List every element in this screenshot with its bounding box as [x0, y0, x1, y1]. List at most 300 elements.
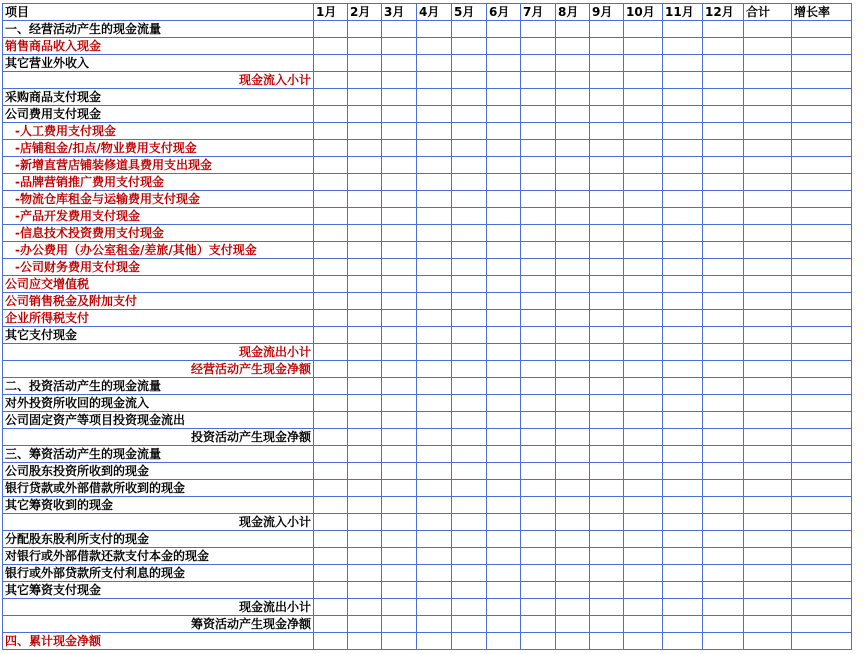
data-cell[interactable] [624, 378, 663, 395]
data-cell[interactable] [521, 514, 556, 531]
data-cell[interactable] [590, 344, 624, 361]
data-cell[interactable] [703, 616, 744, 633]
data-cell[interactable] [487, 259, 521, 276]
data-cell[interactable] [452, 412, 487, 429]
data-cell[interactable] [348, 344, 382, 361]
data-cell[interactable] [521, 531, 556, 548]
data-cell[interactable] [521, 548, 556, 565]
data-cell[interactable] [556, 582, 590, 599]
data-cell[interactable] [314, 429, 348, 446]
data-cell[interactable] [624, 616, 663, 633]
data-cell[interactable] [624, 38, 663, 55]
data-cell[interactable] [590, 327, 624, 344]
data-cell[interactable] [314, 259, 348, 276]
data-cell[interactable] [521, 565, 556, 582]
data-cell[interactable] [417, 565, 452, 582]
data-cell[interactable] [663, 497, 703, 514]
row-label[interactable]: 现金流入小计 [3, 514, 314, 531]
data-cell[interactable] [487, 208, 521, 225]
data-cell[interactable] [521, 21, 556, 38]
data-cell[interactable] [792, 463, 852, 480]
data-cell[interactable] [703, 565, 744, 582]
data-cell[interactable] [663, 599, 703, 616]
data-cell[interactable] [382, 344, 417, 361]
data-cell[interactable] [382, 55, 417, 72]
data-cell[interactable] [452, 123, 487, 140]
data-cell[interactable] [348, 157, 382, 174]
data-cell[interactable] [744, 463, 792, 480]
data-cell[interactable] [521, 208, 556, 225]
data-cell[interactable] [382, 106, 417, 123]
data-cell[interactable] [590, 293, 624, 310]
data-cell[interactable] [590, 378, 624, 395]
data-cell[interactable] [521, 361, 556, 378]
row-label[interactable]: 其它筹资支付现金 [3, 582, 314, 599]
data-cell[interactable] [417, 174, 452, 191]
data-cell[interactable] [382, 174, 417, 191]
data-cell[interactable] [624, 412, 663, 429]
data-cell[interactable] [624, 191, 663, 208]
data-cell[interactable] [590, 633, 624, 650]
data-cell[interactable] [417, 582, 452, 599]
data-cell[interactable] [417, 429, 452, 446]
data-cell[interactable] [382, 276, 417, 293]
data-cell[interactable] [703, 106, 744, 123]
data-cell[interactable] [452, 378, 487, 395]
data-cell[interactable] [792, 497, 852, 514]
header-month-6[interactable]: 6月 [487, 4, 521, 21]
data-cell[interactable] [556, 276, 590, 293]
data-cell[interactable] [663, 38, 703, 55]
data-cell[interactable] [556, 497, 590, 514]
row-label[interactable]: -物流仓库租金与运输费用支付现金 [3, 191, 314, 208]
data-cell[interactable] [382, 633, 417, 650]
data-cell[interactable] [314, 633, 348, 650]
data-cell[interactable] [744, 157, 792, 174]
data-cell[interactable] [744, 310, 792, 327]
data-cell[interactable] [703, 293, 744, 310]
data-cell[interactable] [663, 293, 703, 310]
data-cell[interactable] [452, 327, 487, 344]
data-cell[interactable] [382, 514, 417, 531]
data-cell[interactable] [487, 310, 521, 327]
data-cell[interactable] [744, 259, 792, 276]
data-cell[interactable] [417, 361, 452, 378]
data-cell[interactable] [663, 412, 703, 429]
data-cell[interactable] [382, 429, 417, 446]
data-cell[interactable] [590, 208, 624, 225]
data-cell[interactable] [417, 242, 452, 259]
data-cell[interactable] [744, 361, 792, 378]
data-cell[interactable] [703, 21, 744, 38]
data-cell[interactable] [744, 378, 792, 395]
data-cell[interactable] [744, 21, 792, 38]
data-cell[interactable] [487, 344, 521, 361]
data-cell[interactable] [792, 412, 852, 429]
data-cell[interactable] [487, 225, 521, 242]
row-label[interactable]: 公司销售税金及附加支付 [3, 293, 314, 310]
data-cell[interactable] [417, 259, 452, 276]
data-cell[interactable] [348, 174, 382, 191]
data-cell[interactable] [348, 72, 382, 89]
data-cell[interactable] [792, 21, 852, 38]
data-cell[interactable] [744, 429, 792, 446]
data-cell[interactable] [703, 72, 744, 89]
data-cell[interactable] [590, 463, 624, 480]
row-label[interactable]: 二、投资活动产生的现金流量 [3, 378, 314, 395]
data-cell[interactable] [314, 140, 348, 157]
data-cell[interactable] [382, 378, 417, 395]
data-cell[interactable] [521, 123, 556, 140]
data-cell[interactable] [487, 599, 521, 616]
data-cell[interactable] [663, 157, 703, 174]
data-cell[interactable] [521, 310, 556, 327]
data-cell[interactable] [590, 242, 624, 259]
data-cell[interactable] [590, 310, 624, 327]
data-cell[interactable] [417, 633, 452, 650]
data-cell[interactable] [521, 293, 556, 310]
data-cell[interactable] [348, 616, 382, 633]
data-cell[interactable] [348, 140, 382, 157]
row-label[interactable]: 一、经营活动产生的现金流量 [3, 21, 314, 38]
data-cell[interactable] [744, 55, 792, 72]
data-cell[interactable] [382, 21, 417, 38]
data-cell[interactable] [624, 276, 663, 293]
data-cell[interactable] [556, 565, 590, 582]
data-cell[interactable] [744, 208, 792, 225]
data-cell[interactable] [624, 361, 663, 378]
header-total[interactable]: 合计 [744, 4, 792, 21]
data-cell[interactable] [382, 548, 417, 565]
data-cell[interactable] [348, 327, 382, 344]
data-cell[interactable] [792, 174, 852, 191]
data-cell[interactable] [663, 616, 703, 633]
data-cell[interactable] [556, 633, 590, 650]
data-cell[interactable] [487, 361, 521, 378]
data-cell[interactable] [792, 565, 852, 582]
data-cell[interactable] [703, 514, 744, 531]
data-cell[interactable] [624, 514, 663, 531]
data-cell[interactable] [744, 174, 792, 191]
data-cell[interactable] [521, 633, 556, 650]
data-cell[interactable] [348, 106, 382, 123]
data-cell[interactable] [417, 599, 452, 616]
header-month-4[interactable]: 4月 [417, 4, 452, 21]
data-cell[interactable] [417, 310, 452, 327]
data-cell[interactable] [452, 208, 487, 225]
data-cell[interactable] [417, 293, 452, 310]
data-cell[interactable] [663, 276, 703, 293]
data-cell[interactable] [348, 412, 382, 429]
data-cell[interactable] [452, 599, 487, 616]
data-cell[interactable] [452, 463, 487, 480]
data-cell[interactable] [348, 599, 382, 616]
data-cell[interactable] [452, 276, 487, 293]
data-cell[interactable] [703, 599, 744, 616]
data-cell[interactable] [792, 276, 852, 293]
data-cell[interactable] [487, 21, 521, 38]
data-cell[interactable] [348, 582, 382, 599]
row-label[interactable]: 银行贷款或外部借款所收到的现金 [3, 480, 314, 497]
data-cell[interactable] [792, 259, 852, 276]
data-cell[interactable] [348, 378, 382, 395]
data-cell[interactable] [521, 480, 556, 497]
data-cell[interactable] [417, 497, 452, 514]
data-cell[interactable] [348, 446, 382, 463]
data-cell[interactable] [792, 395, 852, 412]
data-cell[interactable] [521, 191, 556, 208]
data-cell[interactable] [556, 293, 590, 310]
data-cell[interactable] [703, 310, 744, 327]
data-cell[interactable] [556, 225, 590, 242]
data-cell[interactable] [792, 157, 852, 174]
data-cell[interactable] [348, 191, 382, 208]
data-cell[interactable] [487, 242, 521, 259]
row-label[interactable]: -店铺租金/扣点/物业费用支付现金 [3, 140, 314, 157]
data-cell[interactable] [521, 157, 556, 174]
data-cell[interactable] [590, 21, 624, 38]
data-cell[interactable] [744, 276, 792, 293]
data-cell[interactable] [487, 429, 521, 446]
data-cell[interactable] [521, 497, 556, 514]
data-cell[interactable] [314, 191, 348, 208]
data-cell[interactable] [556, 531, 590, 548]
data-cell[interactable] [792, 531, 852, 548]
data-cell[interactable] [314, 446, 348, 463]
data-cell[interactable] [382, 89, 417, 106]
data-cell[interactable] [348, 310, 382, 327]
data-cell[interactable] [348, 242, 382, 259]
data-cell[interactable] [556, 395, 590, 412]
data-cell[interactable] [452, 633, 487, 650]
data-cell[interactable] [792, 106, 852, 123]
data-cell[interactable] [348, 89, 382, 106]
data-cell[interactable] [792, 327, 852, 344]
data-cell[interactable] [703, 344, 744, 361]
data-cell[interactable] [452, 157, 487, 174]
data-cell[interactable] [348, 497, 382, 514]
data-cell[interactable] [556, 599, 590, 616]
data-cell[interactable] [624, 327, 663, 344]
data-cell[interactable] [663, 55, 703, 72]
data-cell[interactable] [348, 55, 382, 72]
data-cell[interactable] [624, 259, 663, 276]
data-cell[interactable] [556, 310, 590, 327]
data-cell[interactable] [624, 565, 663, 582]
data-cell[interactable] [314, 565, 348, 582]
data-cell[interactable] [590, 38, 624, 55]
data-cell[interactable] [663, 565, 703, 582]
header-month-7[interactable]: 7月 [521, 4, 556, 21]
data-cell[interactable] [663, 242, 703, 259]
data-cell[interactable] [663, 259, 703, 276]
data-cell[interactable] [703, 89, 744, 106]
data-cell[interactable] [624, 582, 663, 599]
data-cell[interactable] [744, 599, 792, 616]
data-cell[interactable] [487, 157, 521, 174]
data-cell[interactable] [744, 531, 792, 548]
data-cell[interactable] [382, 38, 417, 55]
data-cell[interactable] [417, 72, 452, 89]
data-cell[interactable] [703, 208, 744, 225]
data-cell[interactable] [348, 208, 382, 225]
data-cell[interactable] [792, 123, 852, 140]
data-cell[interactable] [314, 616, 348, 633]
data-cell[interactable] [792, 429, 852, 446]
data-cell[interactable] [452, 616, 487, 633]
data-cell[interactable] [521, 582, 556, 599]
data-cell[interactable] [348, 429, 382, 446]
row-label[interactable]: 投资活动产生现金净额 [3, 429, 314, 446]
data-cell[interactable] [703, 446, 744, 463]
data-cell[interactable] [487, 565, 521, 582]
data-cell[interactable] [521, 259, 556, 276]
data-cell[interactable] [417, 446, 452, 463]
data-cell[interactable] [452, 344, 487, 361]
data-cell[interactable] [792, 582, 852, 599]
data-cell[interactable] [314, 361, 348, 378]
data-cell[interactable] [703, 395, 744, 412]
data-cell[interactable] [744, 514, 792, 531]
data-cell[interactable] [417, 55, 452, 72]
data-cell[interactable] [452, 191, 487, 208]
row-label[interactable]: 对银行或外部借款还款支付本金的现金 [3, 548, 314, 565]
row-label[interactable]: 分配股东股利所支付的现金 [3, 531, 314, 548]
data-cell[interactable] [556, 480, 590, 497]
data-cell[interactable] [417, 38, 452, 55]
data-cell[interactable] [487, 412, 521, 429]
data-cell[interactable] [452, 38, 487, 55]
data-cell[interactable] [624, 174, 663, 191]
header-item[interactable]: 项目 [3, 4, 314, 21]
data-cell[interactable] [624, 140, 663, 157]
data-cell[interactable] [314, 344, 348, 361]
data-cell[interactable] [452, 242, 487, 259]
data-cell[interactable] [314, 89, 348, 106]
data-cell[interactable] [744, 616, 792, 633]
data-cell[interactable] [792, 38, 852, 55]
data-cell[interactable] [556, 72, 590, 89]
data-cell[interactable] [452, 174, 487, 191]
data-cell[interactable] [792, 361, 852, 378]
header-month-3[interactable]: 3月 [382, 4, 417, 21]
data-cell[interactable] [792, 378, 852, 395]
data-cell[interactable] [663, 174, 703, 191]
data-cell[interactable] [314, 242, 348, 259]
data-cell[interactable] [417, 548, 452, 565]
data-cell[interactable] [744, 123, 792, 140]
data-cell[interactable] [556, 327, 590, 344]
data-cell[interactable] [382, 497, 417, 514]
data-cell[interactable] [382, 599, 417, 616]
header-month-11[interactable]: 11月 [663, 4, 703, 21]
data-cell[interactable] [703, 191, 744, 208]
data-cell[interactable] [417, 89, 452, 106]
header-month-9[interactable]: 9月 [590, 4, 624, 21]
data-cell[interactable] [487, 463, 521, 480]
data-cell[interactable] [382, 259, 417, 276]
data-cell[interactable] [417, 106, 452, 123]
data-cell[interactable] [314, 55, 348, 72]
data-cell[interactable] [590, 446, 624, 463]
data-cell[interactable] [521, 412, 556, 429]
data-cell[interactable] [663, 395, 703, 412]
data-cell[interactable] [744, 38, 792, 55]
row-label[interactable]: 采购商品支付现金 [3, 89, 314, 106]
data-cell[interactable] [487, 548, 521, 565]
data-cell[interactable] [744, 633, 792, 650]
data-cell[interactable] [590, 548, 624, 565]
data-cell[interactable] [624, 497, 663, 514]
data-cell[interactable] [452, 497, 487, 514]
data-cell[interactable] [521, 38, 556, 55]
data-cell[interactable] [744, 72, 792, 89]
data-cell[interactable] [521, 429, 556, 446]
data-cell[interactable] [744, 327, 792, 344]
data-cell[interactable] [382, 208, 417, 225]
data-cell[interactable] [487, 140, 521, 157]
data-cell[interactable] [487, 327, 521, 344]
data-cell[interactable] [703, 276, 744, 293]
data-cell[interactable] [487, 89, 521, 106]
data-cell[interactable] [348, 361, 382, 378]
row-label[interactable]: 筹资活动产生现金净额 [3, 616, 314, 633]
data-cell[interactable] [792, 208, 852, 225]
data-cell[interactable] [348, 463, 382, 480]
row-label[interactable]: 其它支付现金 [3, 327, 314, 344]
data-cell[interactable] [556, 174, 590, 191]
data-cell[interactable] [348, 293, 382, 310]
row-label[interactable]: 四、累计现金净额 [3, 633, 314, 650]
data-cell[interactable] [521, 599, 556, 616]
data-cell[interactable] [590, 565, 624, 582]
row-label[interactable]: 其它营业外收入 [3, 55, 314, 72]
data-cell[interactable] [348, 395, 382, 412]
data-cell[interactable] [348, 480, 382, 497]
data-cell[interactable] [663, 89, 703, 106]
data-cell[interactable] [624, 89, 663, 106]
row-label[interactable]: 对外投资所收回的现金流入 [3, 395, 314, 412]
data-cell[interactable] [314, 293, 348, 310]
data-cell[interactable] [417, 140, 452, 157]
data-cell[interactable] [792, 293, 852, 310]
data-cell[interactable] [556, 123, 590, 140]
data-cell[interactable] [417, 480, 452, 497]
data-cell[interactable] [452, 429, 487, 446]
data-cell[interactable] [487, 446, 521, 463]
data-cell[interactable] [792, 514, 852, 531]
data-cell[interactable] [556, 514, 590, 531]
data-cell[interactable] [314, 395, 348, 412]
data-cell[interactable] [417, 378, 452, 395]
data-cell[interactable] [663, 633, 703, 650]
data-cell[interactable] [590, 89, 624, 106]
data-cell[interactable] [348, 531, 382, 548]
data-cell[interactable] [792, 225, 852, 242]
data-cell[interactable] [382, 582, 417, 599]
data-cell[interactable] [556, 429, 590, 446]
header-month-1[interactable]: 1月 [314, 4, 348, 21]
data-cell[interactable] [703, 157, 744, 174]
data-cell[interactable] [348, 38, 382, 55]
data-cell[interactable] [624, 208, 663, 225]
data-cell[interactable] [382, 565, 417, 582]
data-cell[interactable] [452, 259, 487, 276]
data-cell[interactable] [703, 174, 744, 191]
row-label[interactable]: 银行或外部贷款所支付利息的现金 [3, 565, 314, 582]
data-cell[interactable] [624, 548, 663, 565]
data-cell[interactable] [417, 531, 452, 548]
